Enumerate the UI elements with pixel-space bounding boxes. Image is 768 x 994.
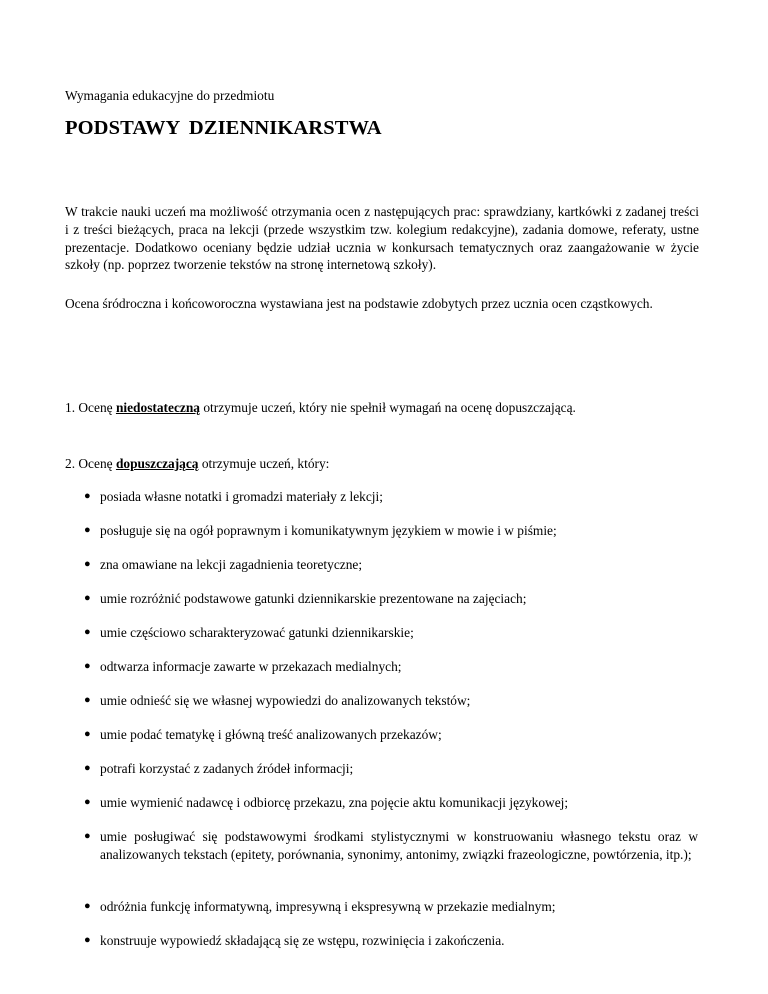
- list-item: [84, 760, 698, 778]
- list-item: [84, 828, 698, 863]
- bullet-icon: ●: [84, 592, 91, 604]
- list-item-text: posługuje się na ogół poprawnym i komunikatywnym językiem w mowie i w piśmie;: [100, 523, 557, 538]
- bullet-icon: ●: [84, 490, 91, 502]
- list-item: [84, 556, 698, 574]
- list-item: [84, 898, 698, 916]
- requirement-sufficient: [65, 455, 705, 472]
- list-item-text: konstruuje wypowiedź składającą się ze wstępu, rozwinięcia i zakończenia.: [100, 933, 505, 948]
- list-item-text: umie posługiwać się podstawowymi środkami stylistycznymi w konstruowaniu własnego tekstu oraz w analizowanych tekstach (epitety, porównania, synonimy, antonimy, związki frazeologiczne, powtórzenia, itp.);: [100, 829, 698, 862]
- bullet-icon: ●: [84, 728, 91, 740]
- list-item-text: umie częściowo scharakteryzować gatunki dziennikarskie;: [100, 625, 414, 640]
- bullet-icon: ●: [84, 524, 91, 536]
- list-item: [84, 590, 698, 608]
- requirement-suffix: otrzymuje uczeń, który nie spełnił wymagań na ocenę dopuszczającą.: [200, 400, 576, 415]
- list-item-text: odtwarza informacje zawarte w przekazach medialnych;: [100, 659, 402, 674]
- list-item-text: odróżnia funkcję informatywną, impresywną i ekspresywną w przekazie medialnym;: [100, 899, 556, 914]
- document-subtitle: Wymagania edukacyjne do przedmiotu: [65, 88, 275, 103]
- intro-paragraph: W trakcie nauki uczeń ma możliwość otrzymania ocen z następujących prac: sprawdziany, kartkówki z zadanej treści i z treści bieżących, praca na lekcji (przede wszystkim tzw. kolegium redakcyjne), zadania domowe, referaty, ustne prezentacje. Dodatkowo oceniany będzie udział ucznia w konkursach tematycznych oraz zaangażowanie w życie szkoły (np. poprzez tworzenie tekstów na stronę internetową szkoły).: [65, 204, 699, 273]
- bullet-icon: ●: [84, 558, 91, 570]
- list-item: [84, 692, 698, 710]
- bullet-icon: ●: [84, 830, 91, 842]
- list-item: [84, 658, 698, 676]
- list-item: [84, 624, 698, 642]
- requirement-insufficient: [65, 399, 705, 416]
- list-item: [84, 794, 698, 812]
- bullet-icon: ●: [84, 626, 91, 638]
- bullet-icon: ●: [84, 796, 91, 808]
- list-item: [84, 726, 698, 744]
- list-item-text: zna omawiane na lekcji zagadnienia teoretyczne;: [100, 557, 363, 572]
- bullet-icon: ●: [84, 694, 91, 706]
- list-item-text: umie odnieść się we własnej wypowiedzi do analizowanych tekstów;: [100, 693, 471, 708]
- bullet-icon: ●: [84, 762, 91, 774]
- bullet-icon: ●: [84, 900, 91, 912]
- list-item: [84, 488, 698, 506]
- list-item-text: posiada własne notatki i gromadzi materiały z lekcji;: [100, 489, 383, 504]
- list-item: [84, 522, 698, 540]
- requirement-prefix: 1. Ocenę: [65, 400, 116, 415]
- list-item-text: potrafi korzystać z zadanych źródeł informacji;: [100, 761, 354, 776]
- requirement-prefix: 2. Ocenę: [65, 456, 116, 471]
- bullet-icon: ●: [84, 660, 91, 672]
- grading-paragraph: Ocena śródroczna i końcoworoczna wystawiana jest na podstawie zdobytych przez ucznia ocen cząstkowych.: [65, 296, 653, 311]
- bullet-icon: ●: [84, 934, 91, 946]
- list-item-text: umie wymienić nadawcę i odbiorcę przekazu, zna pojęcie aktu komunikacji językowej;: [100, 795, 569, 810]
- grade-name: niedostateczną: [115, 400, 200, 415]
- document-title: PODSTAWY DZIENNIKARSTWA: [65, 117, 382, 139]
- list-item-text: umie rozróżnić podstawowe gatunki dziennikarskie prezentowane na zajęciach;: [100, 591, 527, 606]
- list-item: [84, 932, 698, 950]
- grade-name: dopuszczającą: [115, 456, 199, 471]
- requirement-suffix: otrzymuje uczeń, który:: [198, 456, 330, 471]
- list-item-text: umie podać tematykę i główną treść analizowanych przekazów;: [100, 727, 442, 742]
